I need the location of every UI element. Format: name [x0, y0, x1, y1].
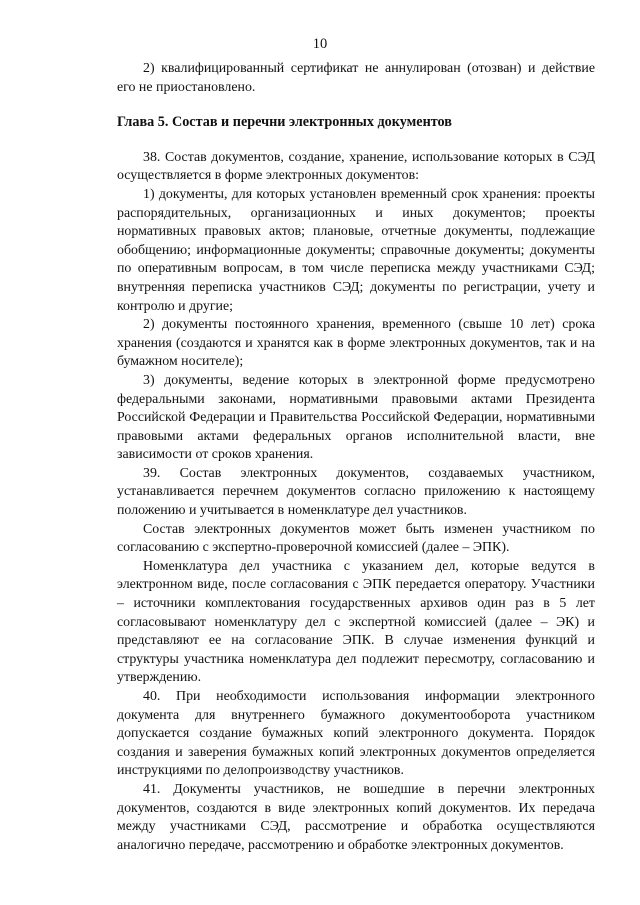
- paragraph-38-item-3: 3) документы, ведение которых в электронной форме предусмотрено федеральными законами, нормативными правовыми актами Президента Российской Федерации и Правительства Российской Федерации, нормативными правовыми актами федеральных органов исполнительной власти, вне зависимости от сроков хранения.: [117, 372, 595, 463]
- paragraph-41: 41. Документы участников, не вошедшие в перечни электронных документов, создаются в виде электронных копий документов. Их передача между участниками СЭД, рассмотрение и обработка осуществляются аналогично передаче, рассмотрению и обработке электронных документов.: [117, 781, 595, 853]
- document-body: [117, 60, 595, 855]
- chapter-heading: Глава 5. Состав и перечни электронных документов: [117, 114, 452, 131]
- paragraph-39-epk: Состав электронных документов может быть изменен участником по согласованию с экспертно-проверочной комиссией (далее – ЭПК).: [117, 521, 595, 556]
- paragraph-40: 40. При необходимости использования информации электронного документа для внутреннего бумажного документооборота участником допускается создание бумажных копий электронного документа. Порядок создания и заверения бумажных копий электронных документов определяется инструкциями по делопроизводству участников.: [117, 689, 595, 779]
- paragraph-39-nomenclature: Номенклатура дел участника с указанием дел, которые ведутся в электронном виде, после согласования с ЭПК передается оператору. Участники – источники комплектования государственных архивов один раз в 5 лет согласовывают номенклатуру дел с экспертной комиссией (далее – ЭК) и представляют ее на согласование ЭПК. В случае изменения функций и структуры участника номенклатура дел подлежит пересмотру, согласованию и утверждению.: [117, 558, 595, 686]
- page-number: 10: [312, 36, 328, 52]
- paragraph-38-item-2: 2) документы постоянного хранения, временного (свыше 10 лет) срока хранения (создаются и хранятся как в форме электронных документов, так и на бумажном носителе);: [117, 317, 595, 370]
- paragraph-39: 39. Состав электронных документов, создаваемых участником, устанавливается перечнем документов согласно приложению к настоящему положению и учитывается в номенклатуре дел участников.: [117, 465, 595, 519]
- paragraph-item-2-certificate: 2) квалифицированный сертификат не аннулирован (отозван) и действие его не приостановлено.: [117, 61, 595, 95]
- paragraph-38: 38. Состав документов, создание, хранение, использование которых в СЭД осуществляется в форме электронных документов:: [117, 149, 595, 184]
- paragraph-38-item-1: 1) документы, для которых установлен временный срок хранения: проекты распорядительных, организационных и иных документов; проекты нормативных правовых актов; плановые, отчетные документы, подлежащие обобщению; информационные документы; справочные документы; документы по оперативным вопросам, в том числе переписка между участниками СЭД; внутренняя переписка участников СЭД; документы по регистрации, учету и контролю и другие;: [117, 186, 595, 314]
